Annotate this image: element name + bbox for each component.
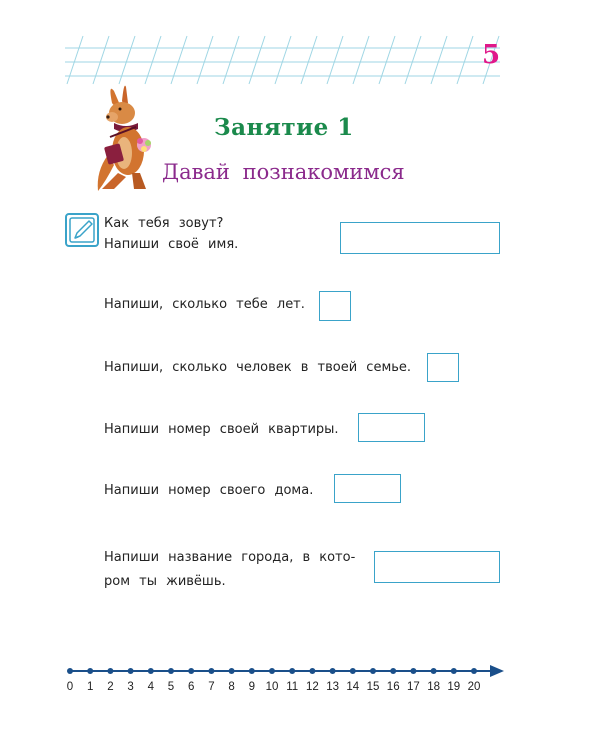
question-line: Как тебя зовут? xyxy=(104,216,224,231)
number-line-dot xyxy=(471,668,477,674)
ruling-slant-line xyxy=(327,36,343,84)
family-size-answer-box[interactable] xyxy=(427,353,459,382)
number-line-dot xyxy=(208,668,214,674)
number-line-dot xyxy=(67,668,73,674)
number-line-dot xyxy=(309,668,315,674)
lesson-subtitle: Давай познакомимся xyxy=(162,160,405,184)
number-line-label: 9 xyxy=(248,681,256,693)
number-line-dot xyxy=(370,668,376,674)
number-line-dot xyxy=(87,668,93,674)
number-line-label: 7 xyxy=(208,681,215,693)
question-city xyxy=(104,546,355,594)
number-line-label: 0 xyxy=(66,681,74,693)
number-line-dot xyxy=(249,668,255,674)
number-line-label: 10 xyxy=(265,681,279,693)
number-line-dot xyxy=(289,668,295,674)
number-line-dot xyxy=(431,668,437,674)
ruling-slant-line xyxy=(249,36,265,84)
number-line-dot xyxy=(148,668,154,674)
number-line-label: 20 xyxy=(467,681,481,693)
ruling-slant-line xyxy=(197,36,213,84)
number-line-label: 6 xyxy=(187,681,195,693)
number-line-label: 4 xyxy=(147,681,155,693)
kangaroo-illustration xyxy=(94,85,164,193)
number-line-label: 13 xyxy=(326,681,339,693)
number-line xyxy=(60,660,510,700)
ruling-slant-line xyxy=(145,36,161,84)
ruling-slant-line xyxy=(275,36,291,84)
arrow-right-icon xyxy=(490,665,504,677)
number-line-dot xyxy=(168,668,174,674)
number-line-dot xyxy=(350,668,356,674)
house-number-answer-box[interactable] xyxy=(334,474,401,503)
number-line-dot xyxy=(410,668,416,674)
ruling-slant-line xyxy=(301,36,317,84)
ruling-slant-line xyxy=(405,36,421,84)
question-name xyxy=(104,213,238,255)
ruling-slant-line xyxy=(119,36,135,84)
age-answer-box[interactable] xyxy=(319,291,351,321)
number-line-label: 3 xyxy=(127,681,134,693)
city-answer-box[interactable] xyxy=(374,551,500,583)
ruling-slant-line xyxy=(431,36,447,84)
question-line: ром ты живёшь. xyxy=(104,574,226,589)
number-line-dot xyxy=(330,668,336,674)
number-line-dot xyxy=(269,668,275,674)
ruling-slant-line xyxy=(379,36,395,84)
copybook-ruling xyxy=(0,0,600,90)
number-line-dot xyxy=(451,668,457,674)
ruling-slant-line xyxy=(93,36,109,84)
ruling-slant-line xyxy=(223,36,239,84)
number-line-label: 2 xyxy=(107,681,114,693)
number-line-label: 14 xyxy=(346,681,360,693)
number-line-label: 16 xyxy=(386,681,400,693)
ruling-slant-line xyxy=(171,36,187,84)
question-age: Напиши, сколько тебе лет. xyxy=(104,297,305,312)
question-apartment-number: Напиши номер своей квартиры. xyxy=(104,422,339,437)
apartment-number-answer-box[interactable] xyxy=(358,413,425,442)
name-answer-box[interactable] xyxy=(340,222,500,254)
question-line: Напиши название города, в кото- xyxy=(104,550,356,565)
ruling-slant-line xyxy=(457,36,473,84)
number-line-label: 17 xyxy=(407,681,420,693)
number-line-label: 15 xyxy=(366,681,380,693)
number-line-dot xyxy=(107,668,113,674)
number-line-dot xyxy=(188,668,194,674)
question-line: Напиши своё имя. xyxy=(104,237,239,252)
lesson-title: Занятие 1 xyxy=(214,114,354,141)
ruling-slant-line xyxy=(353,36,369,84)
question-family-size: Напиши, сколько человек в твоей семье. xyxy=(104,360,412,375)
number-line-dot xyxy=(390,668,396,674)
number-line-label: 19 xyxy=(447,681,461,693)
page-number: 5 xyxy=(482,40,501,70)
number-line-label: 18 xyxy=(427,681,440,693)
pencil-writing-icon xyxy=(65,213,99,247)
number-line-label: 1 xyxy=(86,681,94,693)
number-line-label: 11 xyxy=(286,681,299,693)
number-line-dot xyxy=(229,668,235,674)
number-line-dot xyxy=(128,668,134,674)
number-line-label: 12 xyxy=(306,681,319,693)
number-line-label: 8 xyxy=(228,681,235,693)
question-house-number: Напиши номер своего дома. xyxy=(104,483,314,498)
ruling-slant-line xyxy=(67,36,83,84)
number-line-label: 5 xyxy=(167,681,175,693)
